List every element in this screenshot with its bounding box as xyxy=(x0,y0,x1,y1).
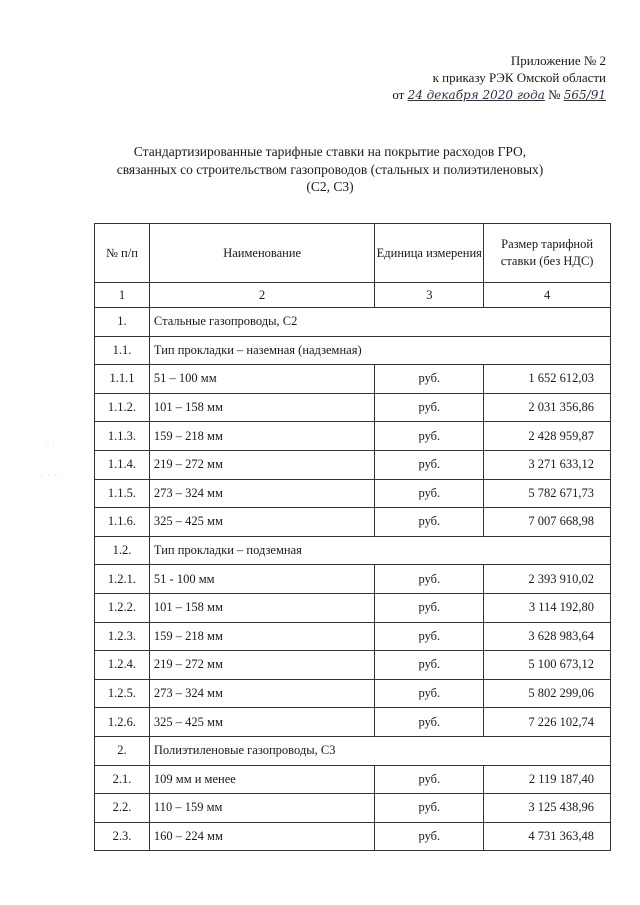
column-number-row xyxy=(95,283,611,308)
row-value: 3 628 983,64 xyxy=(484,622,611,651)
row-unit: руб. xyxy=(375,679,484,708)
row-number: 1.1. xyxy=(95,336,150,365)
table-row xyxy=(95,479,611,508)
section-row xyxy=(95,336,611,365)
row-name: 325 – 425 мм xyxy=(149,508,375,537)
order-date-line xyxy=(392,86,606,104)
row-name: 159 – 218 мм xyxy=(149,622,375,651)
row-value: 2 428 959,87 xyxy=(484,422,611,451)
scan-artifact: · · xyxy=(45,438,57,448)
row-name: 109 мм и менее xyxy=(149,765,375,794)
row-unit: руб. xyxy=(375,450,484,479)
row-unit: руб. xyxy=(375,794,484,823)
row-value: 4 731 363,48 xyxy=(484,822,611,851)
row-number: 1.2.3. xyxy=(95,622,150,651)
table-row xyxy=(95,822,611,851)
row-number: 1.1.4. xyxy=(95,450,150,479)
title-line-2: связанных со строительством газопроводов (стальных и полиэтиленовых) xyxy=(116,161,544,177)
row-unit: руб. xyxy=(375,822,484,851)
row-number: 1.1.6. xyxy=(95,508,150,537)
section-title: Полиэтиленовые газопроводы, С3 xyxy=(149,736,610,765)
table-row xyxy=(95,651,611,680)
row-number: 1.1.2. xyxy=(95,393,150,422)
handwritten-number: 565/91 xyxy=(563,88,606,102)
number-label: № xyxy=(548,87,561,102)
row-name: 51 - 100 мм xyxy=(149,565,375,594)
column-number: 3 xyxy=(375,283,484,308)
row-value: 7 007 668,98 xyxy=(484,508,611,537)
row-number: 1.2.1. xyxy=(95,565,150,594)
row-value: 3 114 192,80 xyxy=(484,593,611,622)
row-name: 273 – 324 мм xyxy=(149,679,375,708)
header-rate: Размер тарифной ставки (без НДС) xyxy=(484,224,611,283)
table-row xyxy=(95,393,611,422)
row-unit: руб. xyxy=(375,365,484,394)
section-title: Тип прокладки – подземная xyxy=(149,536,610,565)
table-row xyxy=(95,508,611,537)
row-name: 51 – 100 мм xyxy=(149,365,375,394)
table-row xyxy=(95,679,611,708)
row-number: 2. xyxy=(95,736,150,765)
row-unit: руб. xyxy=(375,593,484,622)
appendix-title: Приложение № 2 xyxy=(510,53,606,68)
tariff-table xyxy=(94,223,611,851)
row-value: 2 119 187,40 xyxy=(484,765,611,794)
table-row xyxy=(95,794,611,823)
row-name: 110 – 159 мм xyxy=(149,794,375,823)
table-row xyxy=(95,708,611,737)
table-body xyxy=(95,308,611,851)
row-unit: руб. xyxy=(375,422,484,451)
row-unit: руб. xyxy=(375,508,484,537)
section-title: Стальные газопроводы, С2 xyxy=(149,308,610,337)
header-unit: Единица измерения xyxy=(375,224,484,283)
section-title: Тип прокладки – наземная (надземная) xyxy=(149,336,610,365)
row-value: 2 393 910,02 xyxy=(484,565,611,594)
row-number: 1.1.1 xyxy=(95,365,150,394)
row-value: 1 652 612,03 xyxy=(484,365,611,394)
appendix-block xyxy=(392,52,606,104)
row-number: 1.2.2. xyxy=(95,593,150,622)
from-label: от xyxy=(392,87,405,102)
row-value: 3 125 438,96 xyxy=(484,794,611,823)
row-value: 2 031 356,86 xyxy=(484,393,611,422)
row-value: 5 100 673,12 xyxy=(484,651,611,680)
row-name: 219 – 272 мм xyxy=(149,450,375,479)
document-title xyxy=(70,143,590,196)
row-number: 1.2.5. xyxy=(95,679,150,708)
title-line-1: Стандартизированные тарифные ставки на покрытие расходов ГРО, xyxy=(133,144,527,159)
section-row xyxy=(95,308,611,337)
row-name: 101 – 158 мм xyxy=(149,393,375,422)
column-number: 2 xyxy=(149,283,375,308)
table-row xyxy=(95,422,611,451)
handwritten-date: 24 декабря 2020 года xyxy=(407,88,545,102)
scan-artifact: · · · xyxy=(40,470,59,480)
header-number: № п/п xyxy=(95,224,150,283)
section-row xyxy=(95,736,611,765)
row-number: 1. xyxy=(95,308,150,337)
row-name: 160 – 224 мм xyxy=(149,822,375,851)
row-value: 3 271 633,12 xyxy=(484,450,611,479)
row-unit: руб. xyxy=(375,565,484,594)
table-row xyxy=(95,765,611,794)
row-name: 101 – 158 мм xyxy=(149,593,375,622)
table-header-row xyxy=(95,224,611,283)
header-name: Наименование xyxy=(149,224,375,283)
table-row xyxy=(95,365,611,394)
row-value: 7 226 102,74 xyxy=(484,708,611,737)
row-unit: руб. xyxy=(375,479,484,508)
row-number: 1.1.5. xyxy=(95,479,150,508)
row-name: 325 – 425 мм xyxy=(149,708,375,737)
row-number: 1.2.4. xyxy=(95,651,150,680)
row-number: 1.2. xyxy=(95,536,150,565)
row-number: 2.3. xyxy=(95,822,150,851)
row-number: 2.2. xyxy=(95,794,150,823)
row-unit: руб. xyxy=(375,765,484,794)
appendix-order: к приказу РЭК Омской области xyxy=(432,70,606,85)
column-number: 1 xyxy=(95,283,150,308)
title-line-3: (С2, С3) xyxy=(306,179,354,194)
row-number: 1.2.6. xyxy=(95,708,150,737)
row-name: 219 – 272 мм xyxy=(149,651,375,680)
row-unit: руб. xyxy=(375,708,484,737)
row-name: 159 – 218 мм xyxy=(149,422,375,451)
row-number: 1.1.3. xyxy=(95,422,150,451)
row-name: 273 – 324 мм xyxy=(149,479,375,508)
row-value: 5 802 299,06 xyxy=(484,679,611,708)
row-unit: руб. xyxy=(375,393,484,422)
row-unit: руб. xyxy=(375,651,484,680)
table-row xyxy=(95,622,611,651)
row-value: 5 782 671,73 xyxy=(484,479,611,508)
table-row xyxy=(95,593,611,622)
column-number: 4 xyxy=(484,283,611,308)
table-row xyxy=(95,565,611,594)
row-number: 2.1. xyxy=(95,765,150,794)
section-row xyxy=(95,536,611,565)
row-unit: руб. xyxy=(375,622,484,651)
table-row xyxy=(95,450,611,479)
